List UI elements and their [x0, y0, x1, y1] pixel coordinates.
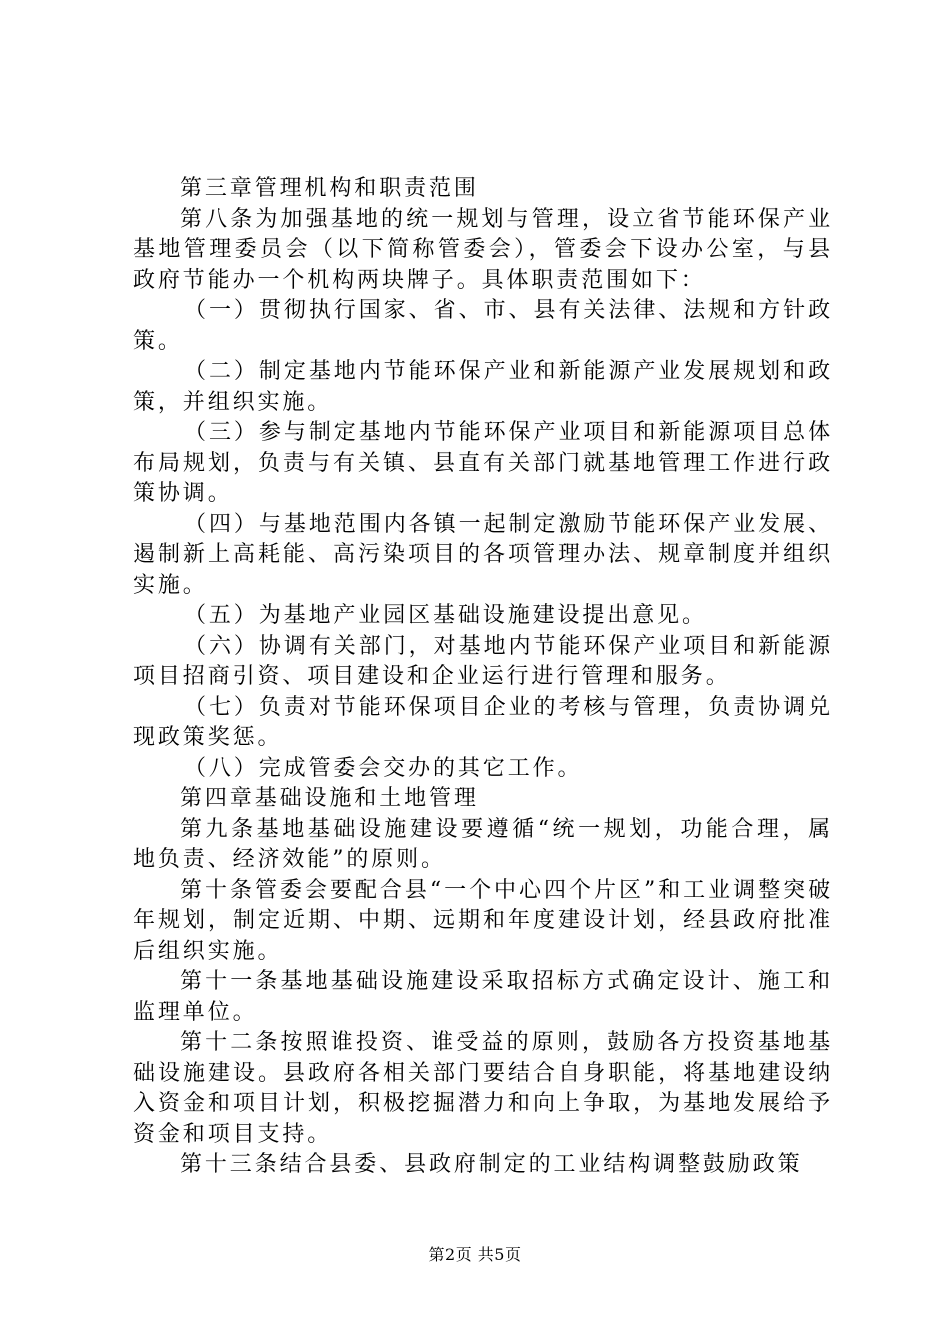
- list-item: （一）贯彻执行国家、省、市、县有关法律、法规和方针政策。: [133, 298, 833, 354]
- chapter-heading: 第三章管理机构和职责范围: [180, 176, 479, 201]
- article-paragraph: 第九条基地基础设施建设要遵循“统一规划，功能合理，属地负责、经济效能”的原则。: [133, 816, 833, 872]
- article-paragraph: 第八条为加强基地的统一规划与管理，设立省节能环保产业基地管理委员会（以下简称管委会），管委会下设办公室，与县政府节能办一个机构两块牌子。具体职责范围如下：: [133, 206, 833, 293]
- list-item: （六）协调有关部门，对基地内节能环保产业项目和新能源项目招商引资、项目建设和企业运行进行管理和服务。: [133, 633, 833, 689]
- page-footer: [0, 1244, 950, 1266]
- list-item: （三）参与制定基地内节能环保产业项目和新能源项目总体布局规划，负责与有关镇、县直有关部门就基地管理工作进行政策协调。: [133, 420, 833, 506]
- article-paragraph: 第十二条按照谁投资、谁受益的原则，鼓励各方投资基地基础设施建设。县政府各相关部门要结合自身职能，将基地建设纳入资金和项目计划，积极挖掘潜力和向上争取，为基地发展给予资金和项目支持。: [133, 1030, 833, 1147]
- list-item: （四）与基地范围内各镇一起制定激励节能环保产业发展、遏制新上高耗能、高污染项目的各项管理办法、规章制度并组织实施。: [133, 511, 833, 598]
- list-item: （八）完成管委会交办的其它工作。: [184, 755, 583, 781]
- list-item: （二）制定基地内节能环保产业和新能源产业发展规划和政策，并组织实施。: [133, 359, 833, 415]
- chapter-heading: 第四章基础设施和土地管理: [180, 786, 479, 811]
- list-item: （五）为基地产业园区基础设施建设提出意见。: [184, 603, 707, 628]
- list-item: （七）负责对节能环保项目企业的考核与管理，负责协调兑现政策奖惩。: [133, 694, 833, 750]
- article-paragraph: 第十三条结合县委、县政府制定的工业结构调整鼓励政策: [180, 1152, 803, 1177]
- document-body: [133, 174, 833, 1181]
- page-indicator: 第2页 共5页: [428, 1245, 522, 1264]
- article-paragraph: 第十一条基地基础设施建设采取招标方式确定设计、施工和监理单位。: [133, 969, 833, 1025]
- article-paragraph: 第十条管委会要配合县“一个中心四个片区”和工业调整突破年规划，制定近期、中期、远期和年度建设计划，经县政府批准后组织实施。: [133, 877, 833, 964]
